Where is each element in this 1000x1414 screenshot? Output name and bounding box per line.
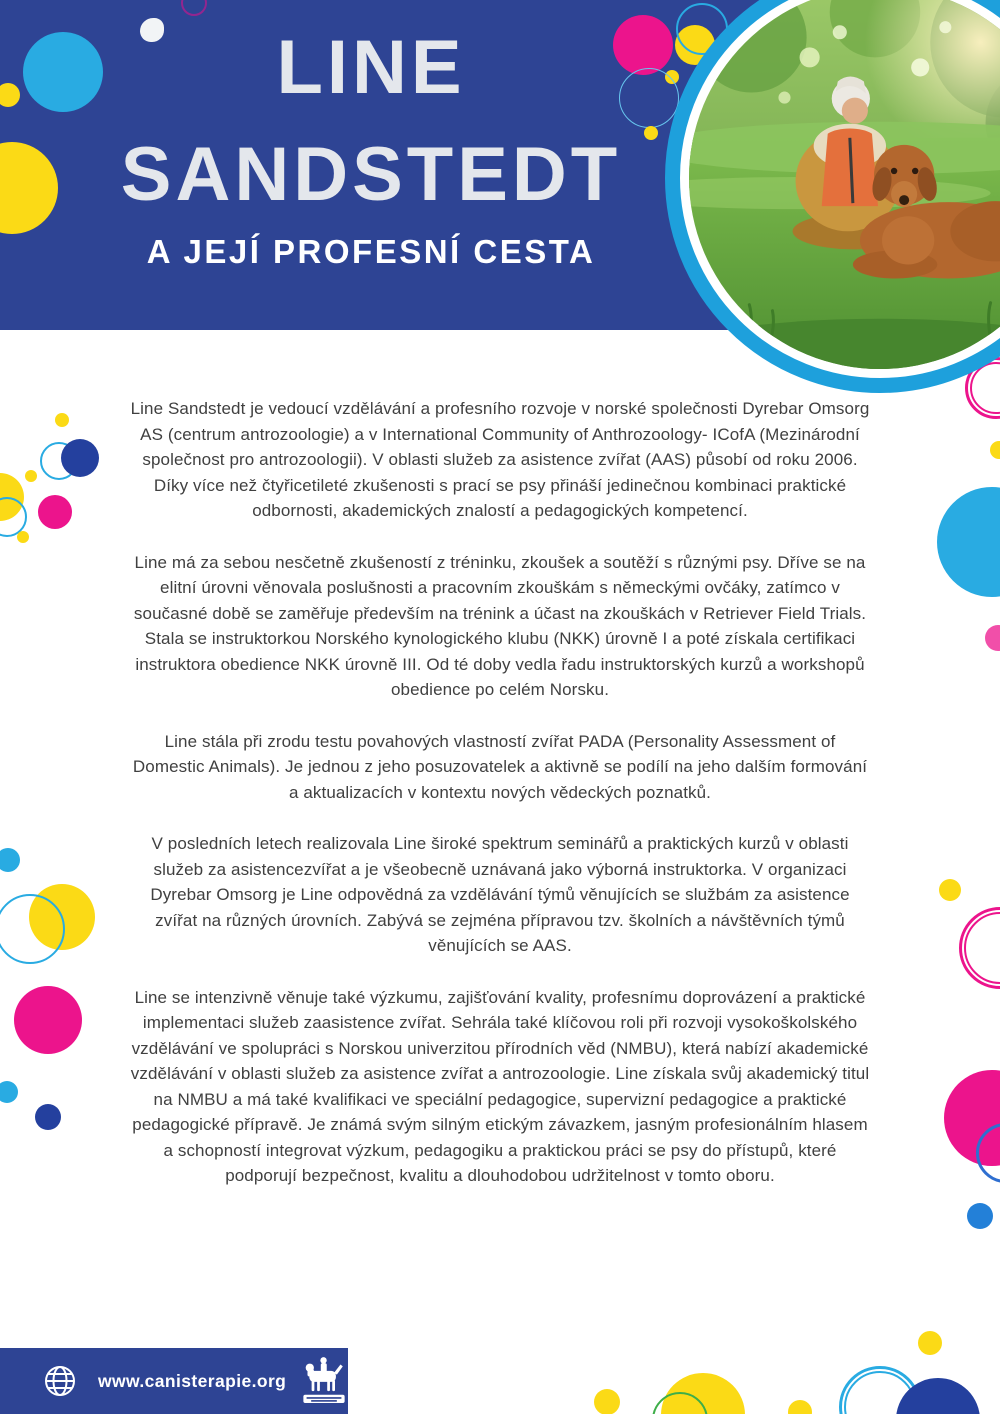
- decorative-circle: [17, 531, 29, 543]
- paragraph: Line se intenzivně věnuje také výzkumu, zajišťování kvality, profesnímu doprovázení a praktické implementaci služeb zaasistence zvířat. Sehrála také klíčovou roli při rozvoji vysokoškolského vzdělávání ve spolupráci s Norskou univerzitou přírodních věd (NMBU), která nabízí akademické vzdělávání v oblasti služeb za asistence zvířat a antrozoologie. Line získala svůj akademický titul na NMBU a má také kvalifikaci ve speciální pedagogice, supervizní pedagogice a praktické pedagogické přípravě. Je známá svým silným etickým závazkem, jasným profesionálním hlasem a schopností integrovat výzkum, pedagogiku a praktickou práci se psy do přístupů, které podporují bezpečnost, kvalitu a dlouhodobou udržitelnost v tomto oboru.: [130, 987, 870, 1185]
- footer-url[interactable]: www.canisterapie.org: [98, 1370, 287, 1391]
- page-subtitle: A JEJÍ PROFESNÍ CESTA: [146, 233, 596, 270]
- decorative-circle: [61, 439, 99, 477]
- globe-icon: [42, 1363, 78, 1399]
- decorative-circle: [990, 441, 1000, 459]
- decorative-circle: [937, 487, 1000, 597]
- footer-bar: [0, 1348, 348, 1414]
- page-title-line2: SANDSTEDT: [120, 132, 622, 217]
- paragraph: V posledních letech realizovala Line široké spektrum seminářů a praktických kurzů v oblasti služeb za asistencezvířat a je všeobecně uznávaná jako výborná instruktorka. V organizaci Dyrebar Omsorg je Line odpovědná za vzdělávání týmů věnujících se službám za asistence zvířat na různých úrovních. Zabývá se zejména přípravou tzv. školních a návštěvních týmů věnujících se AAS.: [150, 834, 850, 955]
- decorative-circle: [918, 1331, 942, 1355]
- decorative-circle: [14, 986, 82, 1054]
- decorative-circle: [0, 848, 20, 872]
- decorative-circle: [35, 1104, 61, 1130]
- decorative-circle: [140, 18, 164, 42]
- profile-photo: [689, 0, 1000, 369]
- decorative-circle: [788, 1400, 812, 1414]
- decorative-circle: [0, 1081, 18, 1103]
- paragraph: Line Sandstedt je vedoucí vzdělávání a profesního rozvoje v norské společnosti Dyrebar Omsorg AS (centrum antrozoologie) a v International Community of Anthrozoology- ICofA (Mezinárodní společnost pro antrozoologii). V oblasti služeb za asistence zvířat (AAS) působí od roku 2006. Díky více než čtyřicetileté zkušenosti s prací se psy přináší jedinečnou kombinaci praktické odbornosti, akademických znalostí a pedagogických kompetencí.: [130, 399, 870, 520]
- decorative-circle: [939, 879, 961, 901]
- decorative-circle: [38, 495, 72, 529]
- decorative-circle: [55, 413, 69, 427]
- decorative-circle: [25, 470, 37, 482]
- body-text: [130, 396, 870, 1215]
- profile-photo-ring: [665, 0, 1000, 393]
- decorative-ring: [619, 68, 679, 128]
- decorative-circle: [23, 32, 103, 112]
- decorative-ring: [0, 894, 65, 964]
- paragraph: Line stála při zrodu testu povahových vlastností zvířat PADA (Personality Assessment of Domestic Animals). Je jednou z jeho posuzovatelek a aktivně se podílí na jeho dalším formování a aktualizacích v kontextu nových vědeckých poznatků.: [132, 731, 868, 802]
- decorative-circle: [967, 1203, 993, 1229]
- paragraph: Line má za sebou nesčetně zkušeností z tréninku, zkoušek a soutěží s různými psy. Dříve se na elitní úrovni věnovala poslušnosti a pracovním zkouškám s německými ovčáky, zatímco v současné době se zaměřuje především na trénink a účast na zkouškách v Retriever Field Trials. Stala se instruktorkou Norského kynologického klubu (NKK) úrovně I a poté získala certifikaci instruktora obedience NKK úrovně III. Od té doby vedla řadu instruktorských kurzů a workshopů obedience po celém Norsku.: [133, 552, 867, 699]
- decorative-circle: [644, 126, 658, 140]
- decorative-circle: [613, 15, 673, 75]
- decorative-circle: [594, 1389, 620, 1414]
- decorative-ring: [959, 907, 1000, 989]
- page-title-line1: LINE: [276, 25, 466, 110]
- decorative-circle: [985, 625, 1000, 651]
- dog-logo-icon: [302, 1355, 346, 1407]
